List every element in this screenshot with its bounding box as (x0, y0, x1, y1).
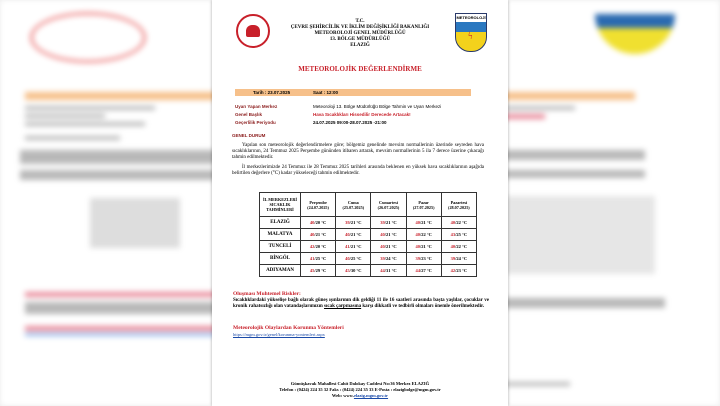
temperature-cell (406, 265, 441, 277)
risk-text-underlined: sıcak çarpmasına (324, 304, 362, 309)
max-temp: 42 (309, 244, 315, 249)
blurred-background-left (0, 0, 220, 406)
max-temp: 40 (450, 244, 456, 249)
temperature-cell (406, 253, 441, 265)
meteoroloji-logo-icon (455, 13, 487, 52)
min-temp: /31 °C (384, 268, 397, 273)
day-header (336, 193, 371, 217)
temperature-cell (441, 229, 476, 241)
lightning-icon: ϟ (468, 31, 473, 42)
temperature-cell (301, 253, 336, 265)
day-date: (25.07.2025) (342, 204, 365, 210)
day-date: (26.07.2025) (377, 204, 400, 210)
temperature-cell (406, 229, 441, 241)
blurred-bar (500, 92, 635, 100)
temperature-cell (441, 265, 476, 277)
blurred-line (25, 333, 220, 336)
table-corner-header: İL MERKEZLERİ SICAKLIK TAHMİNLERİ (260, 193, 301, 217)
risk-text-after: karşı dikkatli ve tedbirli olmaları önemle önerilmektedir. (362, 304, 484, 309)
letterhead-ministry: ÇEVRE ŞEHİRCİLİK VE İKLİM DEĞİŞİKLİĞİ BAKANLIĞI (290, 25, 430, 30)
day-header (406, 193, 441, 217)
max-temp: 39 (415, 256, 420, 261)
table-header-row (260, 193, 477, 217)
footer-contact: Telefon : (0424) 224 35 32 Faks : (0424) 224 35 33 E-Posta : elazigbolge@mgm.gov.tr (279, 387, 441, 392)
meta-value-headline: Hava Sıcaklıkları Hissedilir Derecede Artacak! (313, 112, 411, 117)
blurred-line (25, 326, 220, 331)
min-temp: /21 °C (349, 244, 362, 249)
blurred-line (20, 150, 220, 164)
day-name: Pazar (418, 199, 429, 205)
document-page (212, 0, 508, 406)
min-temp: /23 °C (419, 256, 432, 261)
temperature-cell (371, 229, 406, 241)
temperature-cell (371, 217, 406, 229)
day-header (301, 193, 336, 217)
section-heading: GENEL DURUM (232, 133, 266, 138)
risk-text (233, 298, 489, 310)
max-temp: 39 (450, 256, 456, 261)
letterhead (272, 19, 448, 49)
day-header (441, 193, 476, 217)
min-temp: /23 °C (455, 268, 468, 273)
date-bar (235, 89, 471, 96)
blurred-line (500, 382, 570, 386)
table-row (260, 253, 477, 265)
footer-web-link[interactable]: elazig.mgm.gov.tr (353, 393, 389, 398)
min-temp: /29 °C (314, 268, 327, 273)
blurred-line (500, 298, 665, 308)
min-temp: /25 °C (349, 256, 362, 261)
blurred-line (25, 302, 220, 314)
day-name: Cuma (347, 199, 359, 205)
blurred-line (25, 114, 105, 118)
min-temp: /20 °C (314, 220, 327, 225)
max-temp: 39 (380, 220, 385, 225)
min-temp: /21 °C (349, 220, 362, 225)
temperature-cell (441, 253, 476, 265)
blurred-line (500, 150, 645, 160)
temperature-cell (301, 229, 336, 241)
blurred-table (500, 196, 655, 274)
table-row (260, 217, 477, 229)
max-temp: 40 (415, 244, 420, 249)
temperature-cell (371, 265, 406, 277)
min-temp: /25 °C (314, 256, 327, 261)
temperature-cell (371, 241, 406, 253)
blurred-line (500, 170, 645, 178)
blurred-line (25, 106, 155, 110)
table-row (260, 229, 477, 241)
temperature-cell (336, 253, 371, 265)
letterhead-city: ELAZIĞ (350, 43, 370, 48)
blurred-line (500, 106, 575, 110)
footer-web (212, 393, 508, 399)
max-temp: 40 (309, 232, 315, 237)
min-temp: /20 °C (314, 244, 327, 249)
protection-link[interactable]: https://mgm.gov.tr/genel/korunma-yontemleri.aspx (233, 332, 325, 337)
temperature-cell (336, 241, 371, 253)
city-cell: MALATYA (260, 229, 301, 241)
max-temp: 40 (380, 244, 385, 249)
blurred-line (25, 292, 220, 297)
protection-heading: Meteorolojik Olaylardan Korunma Yöntemleri (233, 325, 344, 331)
letterhead-tc: T.C. (355, 19, 365, 24)
temperature-cell (336, 217, 371, 229)
max-temp: 40 (309, 220, 315, 225)
blurred-line (20, 170, 220, 180)
temperature-cell (301, 241, 336, 253)
city-cell: TUNCELİ (260, 241, 301, 253)
max-temp: 45 (309, 268, 315, 273)
day-name: Pazartesi (450, 199, 468, 205)
footer-address: Gümüşkavak Mahallesi Cahit Dalokay Caddesi No:36 Merkez ELAZIĞ (290, 381, 430, 386)
min-temp: /21 °C (384, 232, 397, 237)
blurred-bar (25, 92, 220, 100)
risk-text-before: Sıcaklıklardaki yükselişe bağlı olarak güneş ışınlarının dik geldiği 11 ile 16 saatleri arasında başta yaşlılar, çocuklar ve kronik rahatsızlığı olan vatandaşlarımızın (233, 298, 489, 309)
temperature-cell (301, 217, 336, 229)
blurred-background-right (500, 0, 720, 406)
min-temp: /21 °C (384, 220, 397, 225)
meta-value: Meteoroloji 13. Bölge Müdürlüğü Bölge Tahmin ve Uyarı Merkezi (313, 104, 442, 109)
min-temp: /24 °C (384, 256, 397, 261)
meta-key: Genel Başlık (235, 112, 263, 117)
max-temp: 40 (345, 232, 350, 237)
max-temp: 40 (380, 232, 385, 237)
meta-key: Uyarı Yapan Merkez (235, 104, 278, 109)
logo-text: METEOROLOJİ (456, 15, 486, 20)
max-temp: 40 (415, 232, 420, 237)
temperature-cell (301, 265, 336, 277)
day-date: (27.07.2025) (412, 204, 435, 210)
blurred-table (90, 198, 180, 248)
blurred-seal (30, 12, 146, 63)
table-row (260, 265, 477, 277)
temperature-cell (441, 217, 476, 229)
blurred-shield (595, 14, 675, 54)
max-temp: 44 (415, 268, 420, 273)
min-temp: /22 °C (455, 244, 468, 249)
temperature-table (259, 192, 477, 277)
city-cell: BİNGÖL (260, 253, 301, 265)
min-temp: /27 °C (419, 268, 432, 273)
time-text: Saat : 12:00 (313, 90, 339, 95)
max-temp: 39 (380, 256, 385, 261)
min-temp: /22 °C (455, 220, 468, 225)
max-temp: 41 (345, 244, 350, 249)
paragraph: İl merkezlerimizde 24 Temmuz ile 28 Temmuz 2025 tarihleri arasında beklenen en yüksek hava sıcaklıklarının aşağıda belirtilen değerlere (°C) kadar yükseleceği tahmin edilmektedir. (232, 165, 484, 176)
risk-heading: Oluşması Muhtemel Riskler: (233, 291, 301, 297)
table-row (260, 241, 477, 253)
footer-web-label: Web: www. (331, 393, 354, 398)
max-temp: 40 (415, 220, 420, 225)
max-temp: 42 (450, 268, 456, 273)
paragraph: Yapılan son meteorolojik değerlendirmelere göre; bölgemiz genelinde mevsim normallerinin üzerinde seyreden hava sıcaklıklarının, 24 Temmuz 2025 Perşembe gününden itibaren artarak, mevsim normallerinin 5 ila 7 derece üzerine çıkacağı tahmin edilmektedir. (232, 143, 484, 160)
letterhead-region: 13. BÖLGE MÜDÜRLÜĞÜ (329, 37, 391, 42)
day-name: Cumartesi (379, 199, 398, 205)
day-header (371, 193, 406, 217)
temperature-cell (406, 217, 441, 229)
min-temp: /24 °C (455, 256, 468, 261)
meta-value: 24.07.2025 09:00-28.07.2025 -21:00 (313, 120, 387, 125)
city-cell: ADIYAMAN (260, 265, 301, 277)
min-temp: /30 °C (349, 268, 362, 273)
city-cell: ELAZIĞ (260, 217, 301, 229)
meta-key: Geçerlilik Periyodu (235, 120, 276, 125)
max-temp: 41 (309, 256, 315, 261)
blurred-line (25, 136, 120, 140)
ministry-seal-icon (236, 14, 270, 48)
max-temp: 40 (450, 220, 456, 225)
day-name: Perşembe (309, 199, 327, 205)
document-title: METEOROLOJİK DEĞERLENDİRME (298, 65, 422, 73)
date-text: Tarih : 23.07.2025 (253, 90, 291, 95)
max-temp: 40 (345, 256, 350, 261)
min-temp: /21 °C (349, 232, 362, 237)
table-body (260, 217, 477, 277)
temperature-cell (336, 265, 371, 277)
max-temp: 39 (345, 220, 350, 225)
letterhead-directorate: METEOROLOJİ GENEL MÜDÜRLÜĞÜ (314, 31, 406, 36)
min-temp: /21 °C (419, 244, 432, 249)
temperature-cell (371, 253, 406, 265)
max-temp: 43 (450, 232, 456, 237)
min-temp: /25 °C (455, 232, 468, 237)
max-temp: 45 (345, 268, 350, 273)
temperature-cell (441, 241, 476, 253)
min-temp: /21 °C (419, 220, 432, 225)
max-temp: 44 (380, 268, 385, 273)
blurred-line (25, 122, 145, 126)
temperature-cell (336, 229, 371, 241)
day-date: (24.07.2025) (307, 204, 329, 210)
min-temp: /21 °C (384, 244, 397, 249)
day-date: (28.07.2025) (448, 204, 470, 210)
min-temp: /22 °C (419, 232, 432, 237)
min-temp: /21 °C (314, 232, 327, 237)
temperature-cell (406, 241, 441, 253)
